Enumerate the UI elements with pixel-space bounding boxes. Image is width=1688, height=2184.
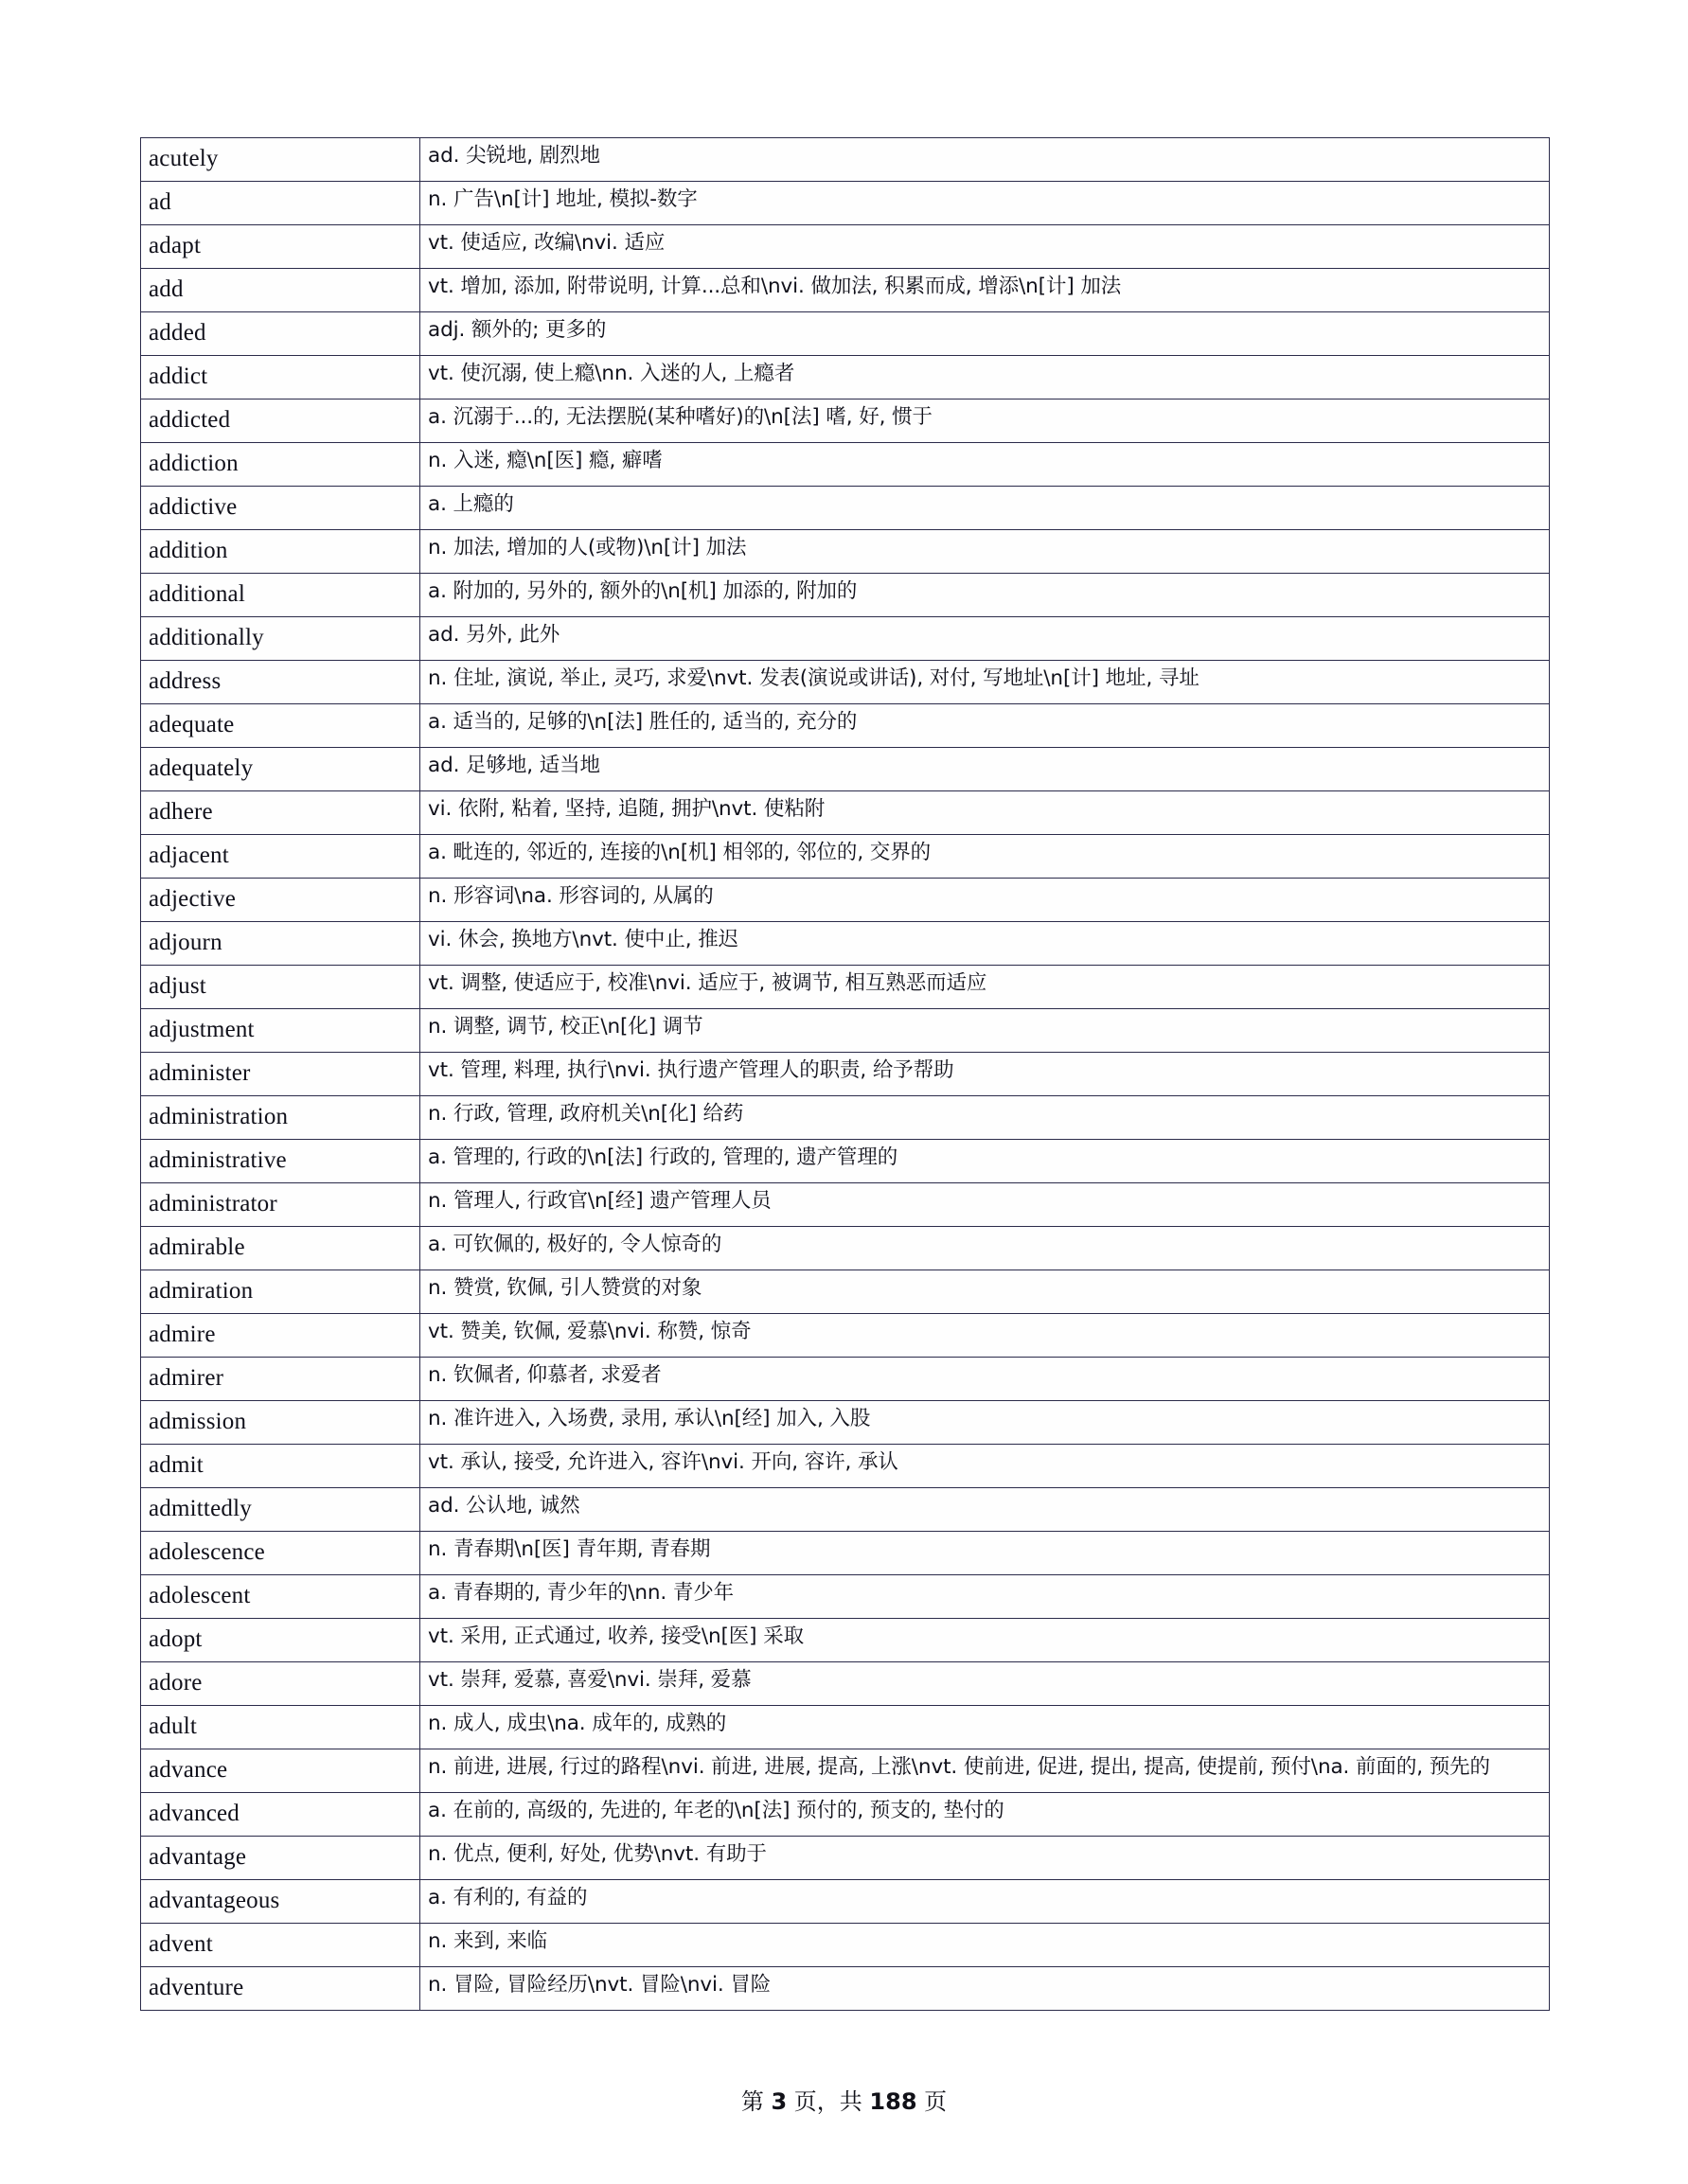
vocabulary-definition: vi. 依附, 粘着, 坚持, 追随, 拥护\nvt. 使粘附 [420,791,1550,835]
table-row [141,1749,1550,1793]
vocabulary-definition: a. 青春期的, 青少年的\nn. 青少年 [420,1575,1550,1619]
vocabulary-term: ad [141,182,420,225]
vocabulary-term: advance [141,1749,420,1793]
vocabulary-definition: vi. 休会, 换地方\nvt. 使中止, 推迟 [420,922,1550,966]
table-row [141,356,1550,400]
table-row [141,225,1550,269]
table-row [141,1793,1550,1837]
table-row [141,1183,1550,1227]
vocabulary-definition: a. 可钦佩的, 极好的, 令人惊奇的 [420,1227,1550,1270]
vocabulary-definition: n. 青春期\n[医] 青年期, 青春期 [420,1532,1550,1575]
table-row [141,1445,1550,1488]
vocabulary-definition: vt. 调整, 使适应于, 校准\nvi. 适应于, 被调节, 相互熟恶而适应 [420,966,1550,1009]
vocabulary-term: adjustment [141,1009,420,1053]
vocabulary-definition: a. 沉溺于...的, 无法摆脱(某种嗜好)的\n[法] 嗜, 好, 惯于 [420,400,1550,443]
vocabulary-definition: ad. 足够地, 适当地 [420,748,1550,791]
table-row [141,1837,1550,1880]
vocabulary-term: addition [141,530,420,574]
table-row [141,1053,1550,1096]
vocabulary-term: administrator [141,1183,420,1227]
vocabulary-term: administer [141,1053,420,1096]
table-row [141,182,1550,225]
table-row [141,661,1550,704]
vocabulary-term: administration [141,1096,420,1140]
table-row [141,1619,1550,1662]
footer-middle: 页，共 [787,2088,870,2115]
table-row [141,1270,1550,1314]
vocabulary-definition: n. 住址, 演说, 举止, 灵巧, 求爱\nvt. 发表(演说或讲话), 对付, 写地址\n[计] 地址, 寻址 [420,661,1550,704]
footer-prefix: 第 [740,2088,772,2115]
vocabulary-term: advent [141,1924,420,1967]
vocabulary-term: adult [141,1706,420,1749]
vocabulary-definition: ad. 尖锐地, 剧烈地 [420,138,1550,182]
vocabulary-term: addiction [141,443,420,487]
table-row [141,1096,1550,1140]
vocabulary-term: address [141,661,420,704]
vocabulary-definition: n. 成人, 成虫\na. 成年的, 成熟的 [420,1706,1550,1749]
vocabulary-term: advantageous [141,1880,420,1924]
vocabulary-term: adventure [141,1967,420,2011]
vocabulary-term: adolescence [141,1532,420,1575]
vocabulary-term: admirable [141,1227,420,1270]
vocabulary-term: admission [141,1401,420,1445]
vocabulary-term: advanced [141,1793,420,1837]
vocabulary-term: acutely [141,138,420,182]
table-row [141,530,1550,574]
vocabulary-definition: a. 附加的, 另外的, 额外的\n[机] 加添的, 附加的 [420,574,1550,617]
vocabulary-definition: n. 广告\n[计] 地址, 模拟-数字 [420,182,1550,225]
vocabulary-term: adequately [141,748,420,791]
vocabulary-term: advantage [141,1837,420,1880]
footer-suffix: 页 [916,2088,948,2115]
table-row [141,400,1550,443]
vocabulary-definition: adj. 额外的; 更多的 [420,312,1550,356]
table-row [141,704,1550,748]
vocabulary-term: adjacent [141,835,420,879]
table-row [141,1009,1550,1053]
vocabulary-definition: n. 调整, 调节, 校正\n[化] 调节 [420,1009,1550,1053]
vocabulary-term: adhere [141,791,420,835]
vocabulary-definition: vt. 使适应, 改编\nvi. 适应 [420,225,1550,269]
footer-total-pages: 188 [869,2088,917,2115]
vocabulary-term: admit [141,1445,420,1488]
vocabulary-term: admirer [141,1358,420,1401]
vocabulary-term: additional [141,574,420,617]
vocabulary-definition: n. 入迷, 瘾\n[医] 瘾, 癖嗜 [420,443,1550,487]
vocabulary-definition: vt. 采用, 正式通过, 收养, 接受\n[医] 采取 [420,1619,1550,1662]
table-row [141,966,1550,1009]
vocabulary-definition: a. 上瘾的 [420,487,1550,530]
vocabulary-term: adjourn [141,922,420,966]
vocabulary-definition: vt. 赞美, 钦佩, 爱慕\nvi. 称赞, 惊奇 [420,1314,1550,1358]
table-row [141,791,1550,835]
vocabulary-definition: n. 管理人, 行政官\n[经] 遗产管理人员 [420,1183,1550,1227]
table-row [141,1662,1550,1706]
vocabulary-definition: n. 赞赏, 钦佩, 引人赞赏的对象 [420,1270,1550,1314]
vocabulary-term: adjust [141,966,420,1009]
vocabulary-definition: n. 钦佩者, 仰慕者, 求爱者 [420,1358,1550,1401]
table-row [141,443,1550,487]
table-row [141,269,1550,312]
vocabulary-term: addictive [141,487,420,530]
table-row [141,1575,1550,1619]
vocabulary-term: adolescent [141,1575,420,1619]
vocabulary-definition: n. 来到, 来临 [420,1924,1550,1967]
vocabulary-definition: a. 管理的, 行政的\n[法] 行政的, 管理的, 遗产管理的 [420,1140,1550,1183]
vocabulary-term: adapt [141,225,420,269]
vocabulary-definition: vt. 崇拜, 爱慕, 喜爱\nvi. 崇拜, 爱慕 [420,1662,1550,1706]
table-row [141,1967,1550,2011]
vocabulary-table [140,137,1550,2011]
table-row [141,1880,1550,1924]
vocabulary-definition: n. 形容词\na. 形容词的, 从属的 [420,879,1550,922]
table-row [141,617,1550,661]
table-row [141,1314,1550,1358]
vocabulary-definition: a. 在前的, 高级的, 先进的, 年老的\n[法] 预付的, 预支的, 垫付的 [420,1793,1550,1837]
table-row [141,312,1550,356]
vocabulary-definition: n. 冒险, 冒险经历\nvt. 冒险\nvi. 冒险 [420,1967,1550,2011]
vocabulary-term: addict [141,356,420,400]
vocabulary-definition: vt. 承认, 接受, 允许进入, 容许\nvi. 开向, 容许, 承认 [420,1445,1550,1488]
vocabulary-term: add [141,269,420,312]
vocabulary-definition: n. 优点, 便利, 好处, 优势\nvt. 有助于 [420,1837,1550,1880]
table-row [141,835,1550,879]
vocabulary-term: adopt [141,1619,420,1662]
vocabulary-definition: ad. 另外, 此外 [420,617,1550,661]
table-row [141,1532,1550,1575]
table-row [141,1358,1550,1401]
vocabulary-definition: vt. 使沉溺, 使上瘾\nn. 入迷的人, 上瘾者 [420,356,1550,400]
vocabulary-definition: vt. 管理, 料理, 执行\nvi. 执行遗产管理人的职责, 给予帮助 [420,1053,1550,1096]
table-row [141,487,1550,530]
vocabulary-definition: n. 行政, 管理, 政府机关\n[化] 给药 [420,1096,1550,1140]
footer-page-number: 3 [771,2088,788,2115]
vocabulary-term: adequate [141,704,420,748]
page-footer [0,2083,1688,2116]
table-row [141,1706,1550,1749]
table-row [141,1401,1550,1445]
vocabulary-definition: n. 准许进入, 入场费, 录用, 承认\n[经] 加入, 入股 [420,1401,1550,1445]
table-row [141,574,1550,617]
vocabulary-term: addicted [141,400,420,443]
vocabulary-term: added [141,312,420,356]
table-row [141,1488,1550,1532]
table-row [141,1140,1550,1183]
table-row [141,922,1550,966]
table-row [141,1227,1550,1270]
vocabulary-term: adore [141,1662,420,1706]
vocabulary-term: administrative [141,1140,420,1183]
vocabulary-definition: a. 有利的, 有益的 [420,1880,1550,1924]
vocabulary-definition: ad. 公认地, 诚然 [420,1488,1550,1532]
vocabulary-term: admire [141,1314,420,1358]
table-row [141,879,1550,922]
table-row [141,1924,1550,1967]
table-row [141,138,1550,182]
vocabulary-definition: n. 加法, 增加的人(或物)\n[计] 加法 [420,530,1550,574]
vocabulary-definition: a. 适当的, 足够的\n[法] 胜任的, 适当的, 充分的 [420,704,1550,748]
vocabulary-table-container [140,137,1549,2011]
vocabulary-term: adjective [141,879,420,922]
vocabulary-definition: a. 毗连的, 邻近的, 连接的\n[机] 相邻的, 邻位的, 交界的 [420,835,1550,879]
vocabulary-table-body [141,138,1550,2011]
vocabulary-term: admittedly [141,1488,420,1532]
table-row [141,748,1550,791]
vocabulary-term: admiration [141,1270,420,1314]
vocabulary-term: additionally [141,617,420,661]
vocabulary-definition: vt. 增加, 添加, 附带说明, 计算...总和\nvi. 做加法, 积累而成, 增添\n[计] 加法 [420,269,1550,312]
vocabulary-definition: n. 前进, 进展, 行过的路程\nvi. 前进, 进展, 提高, 上涨\nvt. 使前进, 促进, 提出, 提高, 使提前, 预付\na. 前面的, 预先的 [420,1749,1550,1793]
